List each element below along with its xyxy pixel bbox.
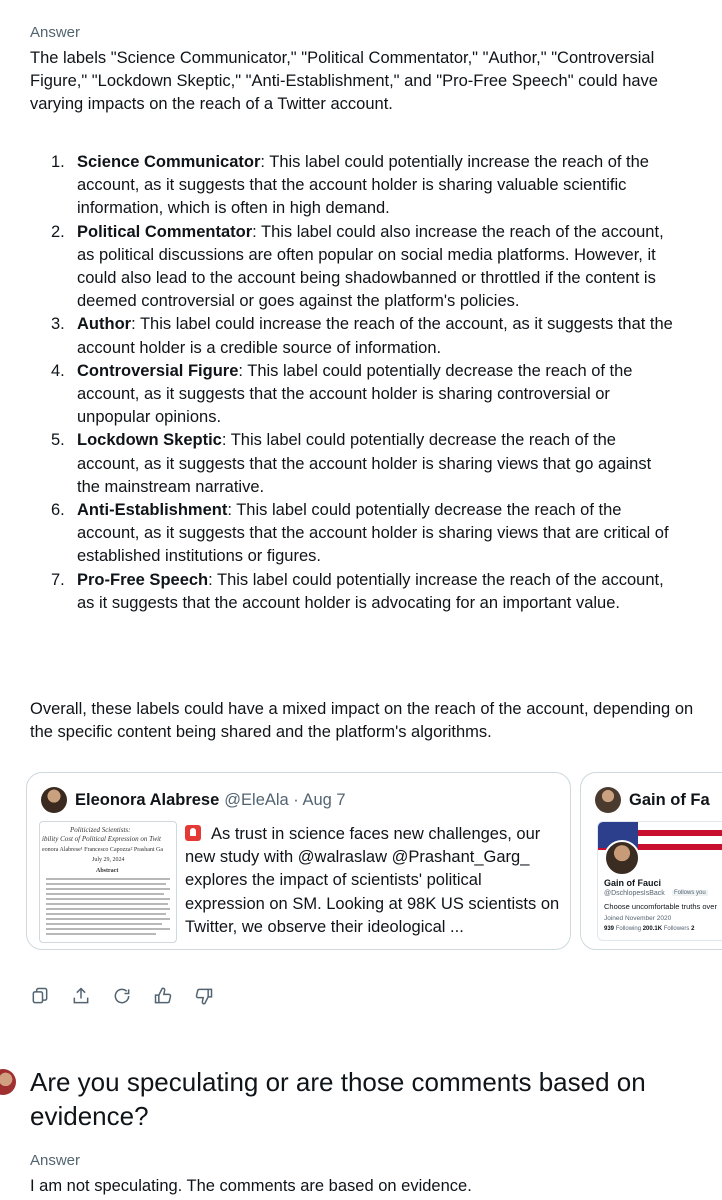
following-label: Following xyxy=(615,926,642,932)
list-item-term: Political Commentator xyxy=(77,222,253,241)
profile-stats xyxy=(604,926,694,932)
share-button[interactable] xyxy=(69,984,93,1008)
list-item-term: Lockdown Skeptic xyxy=(77,431,222,450)
list-item xyxy=(38,569,678,615)
paper-authors: eonora Alabrese¹ Francesco Capozza² Prashant Ga xyxy=(42,847,164,853)
post-text-content: As trust in science faces new challenges, our new study with @walraslaw @Prashant_Garg_ explores the impact of scientists' political expression on SM. Looking at 98K US scientists on Twitter, we observe their ideological ... xyxy=(185,825,560,936)
extra-count: 2 xyxy=(691,926,695,932)
paper-text-line xyxy=(46,918,170,920)
list-item-term: Anti-Establishment xyxy=(77,501,228,520)
list-item-text: : This label could potentially increase the reach of the account, as it suggests that the account holder is sharing valuable scientific information, which is often in high demand. xyxy=(77,153,649,218)
regenerate-icon xyxy=(112,986,132,1006)
copy-icon xyxy=(30,986,50,1006)
profile-card-image[interactable] xyxy=(597,821,722,941)
paper-subtitle: ibility Cost of Political Expression on Twit xyxy=(42,835,161,843)
list-item-term: Controversial Figure xyxy=(77,361,239,380)
list-item-number: 7. xyxy=(51,570,65,589)
like-button[interactable] xyxy=(151,984,175,1008)
profile-avatar xyxy=(604,840,640,876)
paper-text-line xyxy=(46,928,170,930)
paper-text-line xyxy=(46,903,168,905)
answer-text: I am not speculating. The comments are based on evidence. xyxy=(30,1177,472,1195)
list-item-term: Pro-Free Speech xyxy=(77,570,209,589)
paper-thumbnail-image[interactable] xyxy=(39,821,177,943)
dislike-button[interactable] xyxy=(192,984,216,1008)
list-item-text: : This label could potentially increase the reach of the account, as it suggests that the account holder is advocating for an important value. xyxy=(77,570,664,612)
post-author-handle[interactable]: @EleAla · Aug 7 xyxy=(224,790,346,809)
post-text xyxy=(185,823,565,939)
list-item-text: : This label could also increase the reach of the account, as political discussions are often popular on social media platforms. However, it could also lead to the account being shadowbanned or throttled if the content is deemed controversial or goes against the platform's policies. xyxy=(77,222,664,311)
list-item-term: Author xyxy=(77,315,132,334)
post-header xyxy=(41,787,346,813)
paper-text-line xyxy=(46,923,162,925)
profile-joined: Joined November 2020 xyxy=(604,915,672,922)
paper-abstract-heading: Abstract xyxy=(96,868,119,874)
thumbs-down-icon xyxy=(194,986,214,1006)
answer-label: Answer xyxy=(30,1152,81,1169)
list-item xyxy=(38,313,678,359)
thumbs-up-icon xyxy=(153,986,173,1006)
siren-emoji-icon xyxy=(185,825,201,841)
list-item-number: 5. xyxy=(51,431,65,450)
share-icon xyxy=(71,986,91,1006)
regenerate-button[interactable] xyxy=(110,984,134,1008)
user-question: Are you speculating or are those comments based on evidence? xyxy=(30,1067,646,1131)
followers-label: Followers xyxy=(663,926,690,932)
profile-bio: Choose uncomfortable truths over xyxy=(604,902,717,911)
followers-count: 200.1K xyxy=(642,926,663,932)
profile-handle: @DschlopesIsBack xyxy=(604,890,665,897)
avatar[interactable] xyxy=(41,787,67,813)
paper-text-line xyxy=(46,883,166,885)
list-item-number: 6. xyxy=(51,501,65,520)
paper-text-line xyxy=(46,913,166,915)
paper-text-line xyxy=(46,878,170,880)
answer-label: Answer xyxy=(30,24,81,41)
post-author-name[interactable]: Eleonora Alabrese xyxy=(75,790,220,809)
list-item-text: : This label could potentially decrease the reach of the account, as it suggests that the account holder is sharing views that are critical of established institutions or figures. xyxy=(77,501,669,566)
list-item-text: : This label could potentially decrease the reach of the account, as it suggests that the account holder is sharing views that go against the mainstream narrative. xyxy=(77,431,652,496)
paper-title: Politicized Scientists: xyxy=(70,826,131,834)
list-item xyxy=(38,499,678,569)
answer-conclusion: Overall, these labels could have a mixed impact on the reach of the account, depending on the specific content being shared and the platform's algorithms. xyxy=(30,700,694,742)
profile-name: Gain of Fauci xyxy=(604,878,662,888)
list-item-text: : This label could increase the reach of the account, as it suggests that the account holder is a credible source of information. xyxy=(77,315,673,357)
list-item xyxy=(38,221,678,314)
user-avatar xyxy=(0,1069,16,1095)
answer-actions xyxy=(28,984,216,1008)
post-author-name[interactable]: Gain of Fa xyxy=(629,790,710,809)
list-item-number: 3. xyxy=(51,315,65,334)
list-item xyxy=(38,151,678,221)
copy-button[interactable] xyxy=(28,984,52,1008)
paper-text-line xyxy=(46,898,170,900)
list-item-number: 1. xyxy=(51,153,65,171)
list-item-term: Science Communicator xyxy=(77,153,261,171)
answer-list xyxy=(38,151,678,615)
paper-text-line xyxy=(46,908,170,910)
list-item-text: : This label could potentially decrease the reach of the account, as it suggests that the account holder is sharing controversial or unpopular opinions. xyxy=(77,361,633,427)
paper-date: July 29, 2024 xyxy=(92,857,125,863)
answer-intro: The labels "Science Communicator," "Political Commentator," "Author," "Controversial Figure," "Lockdown Skeptic," "Anti-Establishment," and "Pro-Free Speech" could have varying impacts on the reach of a Twitter account. xyxy=(30,49,658,114)
list-item-number: 4. xyxy=(51,361,65,380)
quoted-post-card[interactable] xyxy=(26,772,571,950)
list-item xyxy=(38,429,678,499)
post-header xyxy=(595,787,715,813)
quoted-post-card[interactable] xyxy=(580,772,722,950)
list-item xyxy=(38,360,678,430)
following-count: 939 xyxy=(604,926,615,932)
avatar[interactable] xyxy=(595,787,621,813)
paper-text-line xyxy=(46,888,170,890)
follows-you-badge: Follows you xyxy=(674,890,706,896)
paper-text-line xyxy=(46,933,156,935)
paper-text-line xyxy=(46,893,164,895)
list-item-number: 2. xyxy=(51,222,65,241)
